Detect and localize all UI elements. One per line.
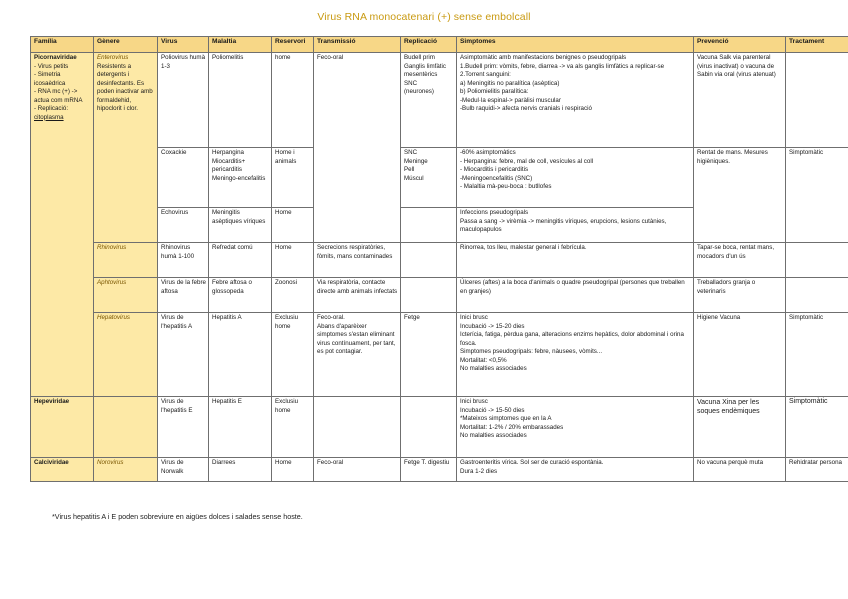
genus-cell-hepatovirus: Hepatovirus [94, 313, 158, 397]
replicacio-cell [401, 208, 457, 243]
col-header-replicacio: Replicació [401, 37, 457, 53]
prevencio-cell: Vacuna Xina per les soques endèmiques [694, 397, 786, 458]
replication-site-link: citoplasma [34, 113, 64, 121]
family-cell-hepeviridae: Hepeviridae [31, 397, 94, 458]
footnote: *Virus hepatitis A i E poden sobreviure en aigües dolces i salades sense hoste. [52, 512, 303, 521]
replicacio-cell [401, 243, 457, 278]
simptomes-cell: Gastroenteritis vírica. Sol ser de curació espontània. Dura 1-2 dies [457, 458, 694, 482]
malaltia-cell: Meningitis asèptiques víriques [209, 208, 272, 243]
simptomes-cell: Asimptomàtic amb manifestacions benignes o pseudogripals 1.Budell prim: vòmits, febre, diarrea -> va als ganglis limfàtics a replicar-se 2.Torrent sanguini: a) Meningitis no paralítica (asèptica) b) Poliomielitis paralítica: -Medul·la espinal-> paràlisi muscular -Bulb raquidi-> afecta nervis cranials i respiració [457, 53, 694, 148]
col-header-transmissio: Transmissió [314, 37, 401, 53]
virus-cell: Virus de Norwalk [158, 458, 209, 482]
prevencio-cell: Vacuna Salk via parenteral (virus inactivat) o vacuna de Sabin via oral (virus atenuat) [694, 53, 786, 148]
malaltia-cell: Diarrees [209, 458, 272, 482]
col-header-prevencio: Prevenció [694, 37, 786, 53]
simptomes-cell: Infeccions pseudogripals Passa a sang -> virèmia -> meningitis víriques, erupcions, lesions cutànies, maculopapulos [457, 208, 694, 243]
col-header-familia: Família [31, 37, 94, 53]
col-header-virus: Virus [158, 37, 209, 53]
transmissio-cell: Feco-oral [314, 53, 401, 243]
reservori-cell: Home i animals [272, 148, 314, 208]
reservori-cell: Home [272, 243, 314, 278]
virus-cell: Echovirus [158, 208, 209, 243]
malaltia-cell: Poliomelitis [209, 53, 272, 148]
col-header-tractament: Tractament [786, 37, 848, 53]
malaltia-cell: Refredat comú [209, 243, 272, 278]
table-row [31, 397, 848, 458]
virus-cell: Coxackie [158, 148, 209, 208]
virus-cell: Poliovirus humà 1-3 [158, 53, 209, 148]
simptomes-cell: -60% asimptomàtics - Herpangina: febre, mal de coll, vesícules al coll - Miocarditis i pericarditis -Meningoencefalitis (SNC) - Malaltia mà-peu-boca : butllofes [457, 148, 694, 208]
table-row [31, 278, 848, 313]
reservori-cell: Home [272, 458, 314, 482]
page-title: Virus RNA monocatenari (+) sense embolcall [317, 11, 531, 23]
transmissio-cell [314, 397, 401, 458]
transmissio-cell: Secrecions respiratòries, fòmits, mans contaminades [314, 243, 401, 278]
prevencio-cell: Tapar-se boca, rentat mans, mocadors d'un ús [694, 243, 786, 278]
genus-cell-aphtovirus: Aphtovirus [94, 278, 158, 313]
reservori-cell: Zoonosi [272, 278, 314, 313]
simptomes-cell: Inici brusc Incubació -> 15-50 dies *Mateixos simptomes que en la A Mortalitat: 1-2% / 20% embarassades No malalties associades [457, 397, 694, 458]
replicacio-cell: SNC Meninge Pell Múscul [401, 148, 457, 208]
table-row [31, 313, 848, 397]
reservori-cell: Home [272, 208, 314, 243]
virus-cell: Virus de l'hepatitis E [158, 397, 209, 458]
table-row [31, 243, 848, 278]
table-row [31, 53, 848, 148]
transmissio-cell: Via respiratòria, contacte directe amb animals infectats [314, 278, 401, 313]
col-header-genere: Gènere [94, 37, 158, 53]
malaltia-cell: Herpangina Miocarditis+ pericarditis Meningo-encefalitis [209, 148, 272, 208]
prevencio-cell: Rentat de mans. Mesures higièniques. [694, 148, 786, 243]
tractament-cell: Simptomàtic [786, 313, 848, 397]
reservori-cell: Exclusiu home [272, 313, 314, 397]
replicacio-cell: Budell prim Ganglis limfàtic mesentèrics SNC (neurones) [401, 53, 457, 148]
reservori-cell: home [272, 53, 314, 148]
virus-cell: Rhinovirus humà 1-100 [158, 243, 209, 278]
prevencio-cell: Treballadors granja o veterinaris [694, 278, 786, 313]
replicacio-cell: Fetge T. digestiu [401, 458, 457, 482]
prevencio-cell: Higiene Vacuna [694, 313, 786, 397]
malaltia-cell: Hepatitis A [209, 313, 272, 397]
col-header-simptomes: Simptomes [457, 37, 694, 53]
tractament-cell: Simptomàtic [786, 148, 848, 243]
table-row [31, 458, 848, 482]
col-header-malaltia: Malaltia [209, 37, 272, 53]
reservori-cell: Exclusiu home [272, 397, 314, 458]
malaltia-cell: Hepatitis E [209, 397, 272, 458]
simptomes-cell: Úlceres (aftes) a la boca d'animals o quadre pseudogripal (persones que treballen en granjes) [457, 278, 694, 313]
virus-cell: Virus de la febre aftosa [158, 278, 209, 313]
genus-cell-rhinovirus: Rhinovirus [94, 243, 158, 278]
genus-cell-empty [94, 397, 158, 458]
family-cell-calciviridae: Calciviridae [31, 458, 94, 482]
tractament-cell [786, 278, 848, 313]
tractament-cell: Simptomàtic [786, 397, 848, 458]
virus-table [30, 36, 848, 482]
prevencio-cell: No vacuna perquè muta [694, 458, 786, 482]
simptomes-cell: Rinorrea, tos lleu, malestar general i febrícula. [457, 243, 694, 278]
family-cell-picornaviridae: Picornaviridae - Virus petits - Simetria icosaèdrica - RNA mc (+) -> actua com mRNA - Replicació: citoplasma [31, 53, 94, 397]
header-row [31, 37, 848, 53]
genus-cell-norovirus: Norovirus [94, 458, 158, 482]
tractament-cell [786, 243, 848, 278]
malaltia-cell: Febre aftosa o glossopeda [209, 278, 272, 313]
replicacio-cell [401, 397, 457, 458]
tractament-cell: Rehidratar persona [786, 458, 848, 482]
transmissio-cell: Feco-oral. Abans d'aparèixer simptomes s'estan eliminant virus contínuament, per tant, es pot contagiar. [314, 313, 401, 397]
replicacio-cell [401, 278, 457, 313]
replicacio-cell: Fetge [401, 313, 457, 397]
tractament-cell [786, 53, 848, 148]
genus-cell-enterovirus: Enterovirus Resistents a detergents i desinfectants. Es poden inactivar amb formaldehid, hipoclorit i clor. [94, 53, 158, 243]
simptomes-cell: Inici brusc Incubació -> 15-20 dies Icterícia, fatiga, pèrdua gana, alteracions enzims hepàtics, dolor abdominal i orina fosca. Simptomes pseudogripals: febre, nàusees, vòmits... Mortalitat: <0,5% No malalties associades [457, 313, 694, 397]
col-header-reservori: Reservori [272, 37, 314, 53]
transmissio-cell: Feco-oral [314, 458, 401, 482]
virus-cell: Virus de l'hepatitis A [158, 313, 209, 397]
